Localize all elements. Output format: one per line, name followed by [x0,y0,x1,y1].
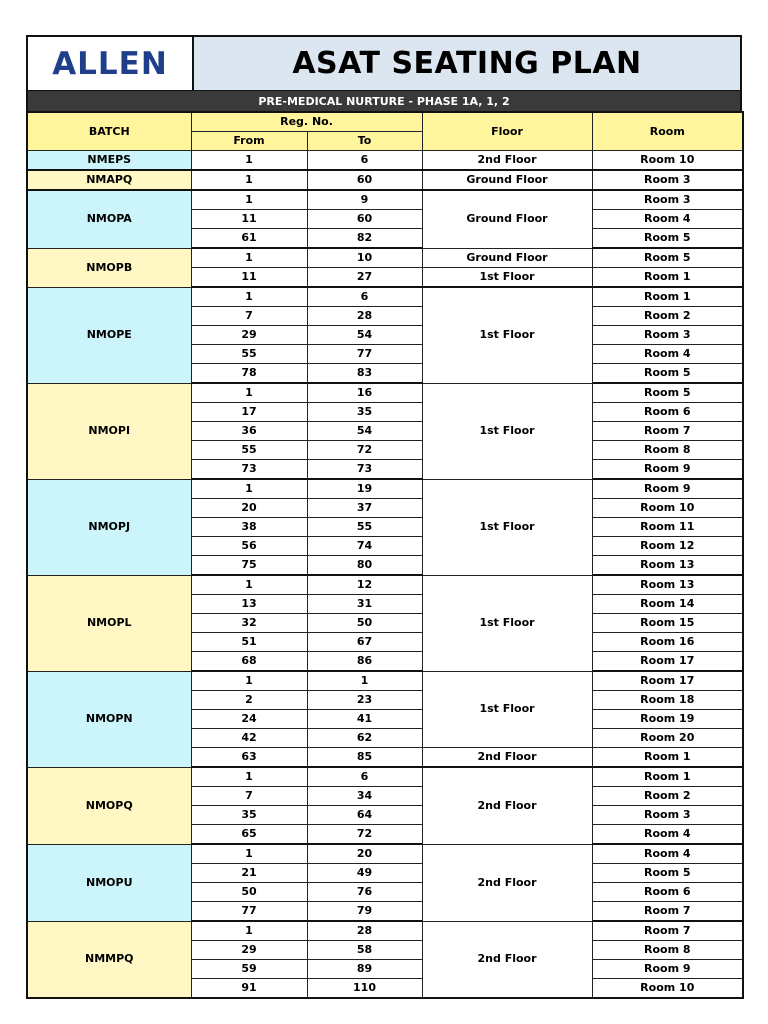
to-cell: 86 [307,652,422,672]
room-cell: Room 3 [592,326,743,345]
room-cell: Room 16 [592,633,743,652]
from-cell: 1 [191,844,307,864]
table-header [27,112,743,151]
room-cell: Room 13 [592,556,743,576]
room-cell: Room 1 [592,268,743,288]
from-cell: 56 [191,537,307,556]
room-cell: Room 13 [592,575,743,595]
to-cell: 82 [307,229,422,249]
room-cell: Room 15 [592,614,743,633]
floor-cell: Ground Floor [422,248,592,268]
table-row [27,767,743,787]
from-cell: 77 [191,902,307,922]
to-cell: 72 [307,825,422,845]
to-cell: 12 [307,575,422,595]
room-cell: Room 5 [592,364,743,384]
page-title: ASAT SEATING PLAN [194,37,740,90]
room-cell: Room 18 [592,691,743,710]
room-cell: Room 5 [592,248,743,268]
from-cell: 75 [191,556,307,576]
room-cell: Room 10 [592,151,743,171]
batch-cell: NMEPS [27,151,191,171]
batch-cell: NMAPQ [27,170,191,190]
table-row [27,170,743,190]
batch-column-header: BATCH [27,112,191,151]
to-cell: 58 [307,941,422,960]
table-row [27,190,743,210]
table-row [27,921,743,941]
room-cell: Room 2 [592,787,743,806]
from-cell: 68 [191,652,307,672]
to-cell: 55 [307,518,422,537]
table-row [27,479,743,499]
to-cell: 20 [307,844,422,864]
to-cell: 89 [307,960,422,979]
room-cell: Room 9 [592,460,743,480]
room-cell: Room 1 [592,748,743,768]
room-cell: Room 19 [592,710,743,729]
to-cell: 1 [307,671,422,691]
to-cell: 79 [307,902,422,922]
room-cell: Room 3 [592,190,743,210]
section-subtitle: PRE-MEDICAL NURTURE - PHASE 1A, 1, 2 [26,91,742,111]
floor-cell: 1st Floor [422,671,592,748]
room-cell: Room 2 [592,307,743,326]
room-cell: Room 4 [592,844,743,864]
seating-plan-sheet [26,35,742,999]
room-cell: Room 14 [592,595,743,614]
to-cell: 6 [307,767,422,787]
to-cell: 16 [307,383,422,403]
floor-column-header: Floor [422,112,592,151]
from-cell: 1 [191,151,307,171]
floor-cell: Ground Floor [422,190,592,248]
to-cell: 110 [307,979,422,999]
to-cell: 34 [307,787,422,806]
from-cell: 32 [191,614,307,633]
from-cell: 17 [191,403,307,422]
from-cell: 1 [191,190,307,210]
floor-cell: 1st Floor [422,268,592,288]
room-cell: Room 5 [592,864,743,883]
to-cell: 28 [307,921,422,941]
allen-logo: ALLEN [28,37,194,90]
room-cell: Room 9 [592,960,743,979]
floor-cell: 2nd Floor [422,844,592,921]
reg-no-column-header: Reg. No. [191,112,422,132]
room-cell: Room 3 [592,170,743,190]
to-cell: 62 [307,729,422,748]
room-cell: Room 8 [592,441,743,460]
floor-cell: 2nd Floor [422,767,592,844]
from-cell: 1 [191,287,307,307]
floor-cell: 1st Floor [422,479,592,575]
room-cell: Room 10 [592,979,743,999]
to-cell: 67 [307,633,422,652]
to-cell: 23 [307,691,422,710]
to-cell: 83 [307,364,422,384]
room-cell: Room 6 [592,403,743,422]
room-cell: Room 9 [592,479,743,499]
room-cell: Room 5 [592,383,743,403]
room-cell: Room 17 [592,652,743,672]
from-cell: 36 [191,422,307,441]
from-cell: 7 [191,307,307,326]
batch-cell: NMOPU [27,844,191,921]
table-row [27,287,743,307]
from-cell: 1 [191,383,307,403]
batch-cell: NMOPL [27,575,191,671]
to-cell: 60 [307,170,422,190]
batch-cell: NMOPN [27,671,191,767]
to-cell: 76 [307,883,422,902]
table-row [27,383,743,403]
from-cell: 51 [191,633,307,652]
room-cell: Room 11 [592,518,743,537]
floor-cell: 1st Floor [422,575,592,671]
to-cell: 10 [307,248,422,268]
table-body [27,151,743,999]
batch-cell: NMOPA [27,190,191,248]
table-row [27,248,743,268]
from-cell: 50 [191,883,307,902]
room-cell: Room 8 [592,941,743,960]
table-row [27,151,743,171]
to-cell: 64 [307,806,422,825]
from-cell: 73 [191,460,307,480]
to-column-header: To [307,132,422,151]
from-cell: 78 [191,364,307,384]
to-cell: 37 [307,499,422,518]
from-cell: 55 [191,345,307,364]
batch-cell: NMOPE [27,287,191,383]
room-cell: Room 4 [592,345,743,364]
from-column-header: From [191,132,307,151]
from-cell: 13 [191,595,307,614]
room-cell: Room 17 [592,671,743,691]
from-cell: 20 [191,499,307,518]
to-cell: 6 [307,287,422,307]
from-cell: 1 [191,479,307,499]
floor-cell: 2nd Floor [422,151,592,171]
floor-cell: 2nd Floor [422,921,592,998]
from-cell: 2 [191,691,307,710]
room-column-header: Room [592,112,743,151]
room-cell: Room 7 [592,921,743,941]
floor-cell: 2nd Floor [422,748,592,768]
to-cell: 31 [307,595,422,614]
to-cell: 6 [307,151,422,171]
from-cell: 21 [191,864,307,883]
room-cell: Room 12 [592,537,743,556]
from-cell: 61 [191,229,307,249]
room-cell: Room 7 [592,902,743,922]
from-cell: 1 [191,767,307,787]
to-cell: 19 [307,479,422,499]
from-cell: 29 [191,326,307,345]
batch-cell: NMOPI [27,383,191,479]
to-cell: 72 [307,441,422,460]
from-cell: 11 [191,268,307,288]
to-cell: 50 [307,614,422,633]
room-cell: Room 20 [592,729,743,748]
from-cell: 91 [191,979,307,999]
room-cell: Room 3 [592,806,743,825]
to-cell: 77 [307,345,422,364]
to-cell: 74 [307,537,422,556]
floor-cell: Ground Floor [422,170,592,190]
from-cell: 55 [191,441,307,460]
room-cell: Room 1 [592,287,743,307]
batch-cell: NMOPQ [27,767,191,844]
from-cell: 1 [191,921,307,941]
room-cell: Room 6 [592,883,743,902]
from-cell: 29 [191,941,307,960]
floor-cell: 1st Floor [422,383,592,479]
to-cell: 54 [307,422,422,441]
to-cell: 54 [307,326,422,345]
to-cell: 49 [307,864,422,883]
from-cell: 35 [191,806,307,825]
room-cell: Room 10 [592,499,743,518]
to-cell: 73 [307,460,422,480]
batch-cell: NMOPB [27,248,191,287]
room-cell: Room 5 [592,229,743,249]
seating-table [26,111,744,999]
from-cell: 24 [191,710,307,729]
table-row [27,575,743,595]
table-row [27,671,743,691]
to-cell: 9 [307,190,422,210]
room-cell: Room 4 [592,210,743,229]
from-cell: 1 [191,170,307,190]
to-cell: 85 [307,748,422,768]
to-cell: 27 [307,268,422,288]
from-cell: 7 [191,787,307,806]
from-cell: 1 [191,671,307,691]
to-cell: 41 [307,710,422,729]
table-row [27,844,743,864]
to-cell: 60 [307,210,422,229]
room-cell: Room 4 [592,825,743,845]
batch-cell: NMOPJ [27,479,191,575]
from-cell: 63 [191,748,307,768]
from-cell: 1 [191,248,307,268]
to-cell: 80 [307,556,422,576]
from-cell: 42 [191,729,307,748]
batch-cell: NMMPQ [27,921,191,998]
room-cell: Room 7 [592,422,743,441]
from-cell: 59 [191,960,307,979]
to-cell: 35 [307,403,422,422]
from-cell: 1 [191,575,307,595]
from-cell: 65 [191,825,307,845]
header [26,35,742,91]
floor-cell: 1st Floor [422,287,592,383]
room-cell: Room 1 [592,767,743,787]
from-cell: 11 [191,210,307,229]
to-cell: 28 [307,307,422,326]
from-cell: 38 [191,518,307,537]
